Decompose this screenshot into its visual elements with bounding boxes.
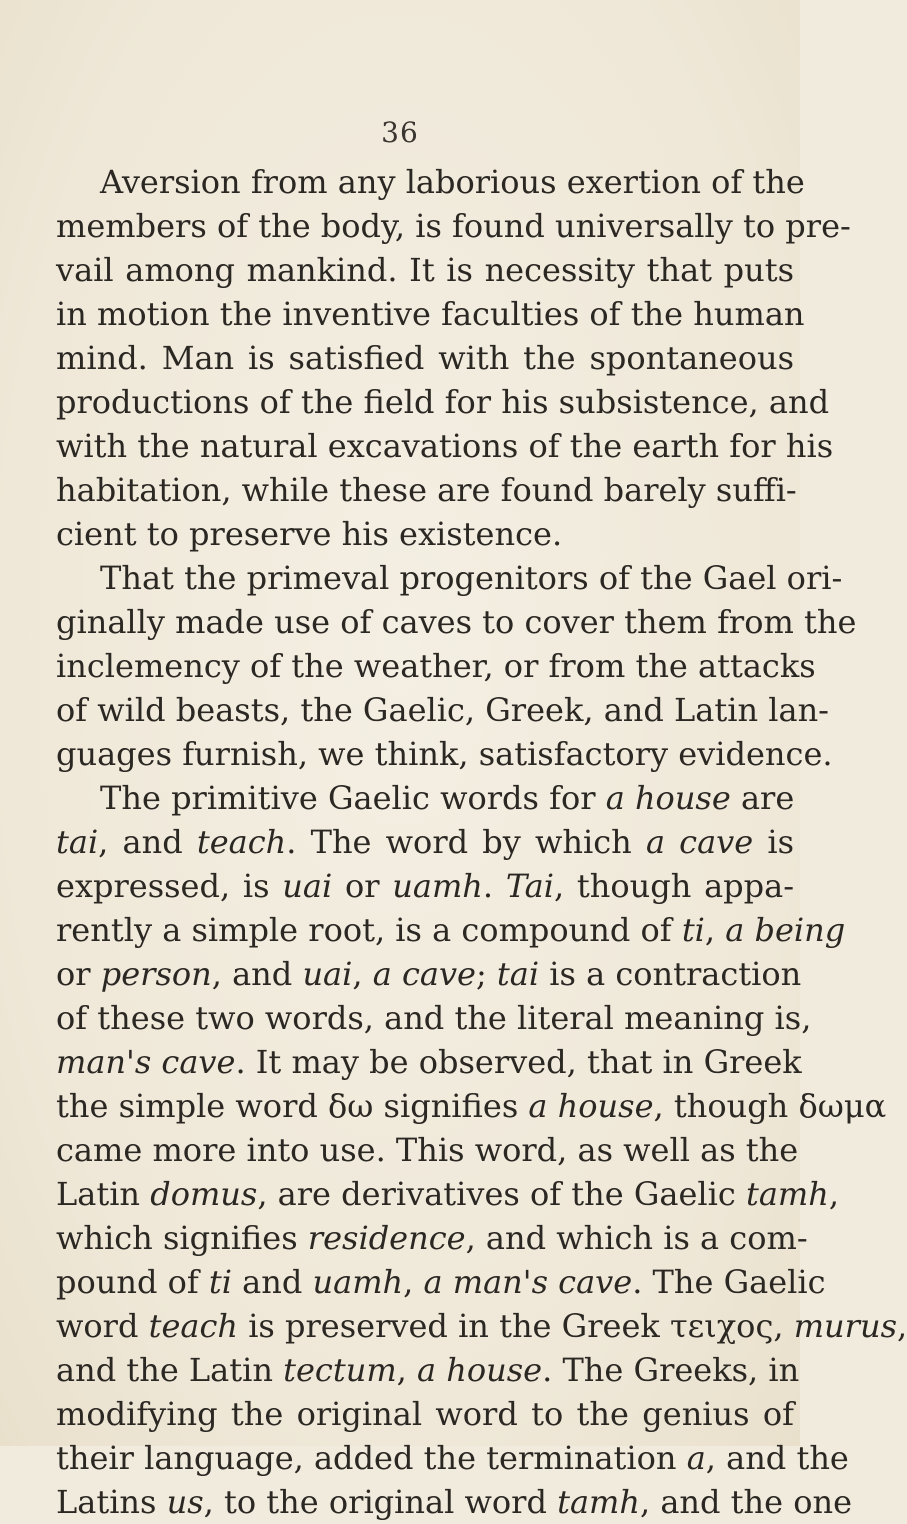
text-line [56,1304,907,1348]
text-segment: with the natural excavations of the earth for his [56,427,834,465]
text-line [56,1480,853,1524]
text-segment: of these two words, and the literal meaning is, [56,999,812,1037]
italic-text-segment: a house [417,1351,543,1389]
text-line [56,204,851,248]
text-line [56,1260,826,1304]
text-line [56,732,833,776]
text-segment: and [232,1263,313,1301]
text-segment: in motion the inventive faculties of the human [56,295,805,333]
text-segment: . It may be observed, that in Greek [235,1043,802,1081]
text-segment: , and the one [639,1483,853,1521]
text-segment: , and which is a com- [465,1219,808,1257]
text-line [56,160,805,204]
text-segment: . The Gaelic [632,1263,826,1301]
italic-text-segment: a man's cave [423,1263,633,1301]
text-line [56,1172,840,1216]
text-segment: habitation, while these are found barely suffi- [56,471,797,509]
text-segment: . [482,867,506,905]
text-line [56,248,794,292]
italic-text-segment: a cave [372,955,476,993]
text-segment: , [704,911,726,949]
text-segment: ; [475,955,497,993]
text-line [56,1128,799,1172]
text-segment: Aversion from any laborious exertion of the [100,163,805,201]
text-segment: mind. Man is satisfied with the spontaneous [56,339,794,377]
italic-text-segment: teach [148,1307,239,1345]
text-line [56,820,794,864]
text-segment: or [332,867,393,905]
italic-text-segment: tamh [745,1175,829,1213]
text-segment: ginally made use of caves to cover them from the [56,603,857,641]
text-segment: guages furnish, we think, satisfactory evidence. [56,735,833,773]
italic-text-segment: Tai [505,867,554,905]
text-segment: productions of the field for his subsistence, and [56,383,830,421]
text-segment: and the Latin [56,1351,284,1389]
italic-text-segment: tamh [557,1483,640,1521]
text-segment: is preserved in the Greek τειχος, [238,1307,794,1345]
italic-text-segment: a cave [645,823,754,861]
text-segment: inclemency of the weather, or from the attacks [56,647,816,685]
text-line [56,468,797,512]
italic-text-segment: uai [282,867,333,905]
italic-text-segment: tai [496,955,540,993]
text-segment: Latins [56,1483,167,1521]
text-segment: vail among mankind. It is necessity that puts [56,251,794,289]
italic-text-segment: us [166,1483,204,1521]
italic-text-segment: ti [208,1263,232,1301]
text-line [56,1392,794,1436]
text-line [56,1348,800,1392]
text-segment: members of the body, is found universally to pre- [56,207,851,245]
text-segment: , [396,1351,417,1389]
text-segment: rently a simple root, is a compound of [56,911,682,949]
text-line [56,1040,802,1084]
text-line [56,996,812,1040]
text-segment: . The Greeks, in [542,1351,800,1389]
text-line [56,644,816,688]
text-segment: , [896,1307,907,1345]
text-segment: , and [211,955,303,993]
italic-text-segment: a [686,1439,706,1477]
text-line [56,556,843,600]
text-segment: are [730,779,795,817]
text-segment: , though δωμα [653,1087,887,1125]
text-line [56,952,802,996]
text-segment: , and [98,823,197,861]
text-segment: , and the [705,1439,849,1477]
text-segment: The primitive Gaelic words for [100,779,606,817]
text-segment: , [403,1263,424,1301]
italic-text-segment: a being [725,911,846,949]
italic-text-segment: person [100,955,212,993]
page-number: 36 [381,116,419,149]
text-segment: which signifies [56,1219,308,1257]
text-line [56,380,830,424]
text-segment: , though appa- [553,867,795,905]
text-segment: their language, added the termination [56,1439,687,1477]
text-line [56,1216,808,1260]
italic-text-segment: domus [150,1175,258,1213]
italic-text-segment: ti [681,911,705,949]
italic-text-segment: a house [605,779,731,817]
italic-text-segment: murus [793,1307,897,1345]
text-segment: modifying the original word to the genius of [56,1395,794,1433]
text-line [56,908,846,952]
text-segment: or [56,955,101,993]
italic-text-segment: uamh [392,867,483,905]
text-segment: expressed, is [56,867,283,905]
text-line [56,1436,849,1480]
italic-text-segment: tai [56,823,99,861]
italic-text-segment: tectum [283,1351,397,1389]
text-line [56,1084,887,1128]
text-segment: Latin [56,1175,151,1213]
text-segment: of wild beasts, the Gaelic, Greek, and Latin lan- [56,691,829,729]
text-segment: word [56,1307,149,1345]
text-segment: pound of [56,1263,209,1301]
text-segment: , [828,1175,840,1213]
text-segment: came more into use. This word, as well as the [56,1131,799,1169]
text-segment: , are derivatives of the Gaelic [257,1175,746,1213]
text-line [56,776,794,820]
italic-text-segment: uai [302,955,353,993]
text-line [56,600,857,644]
text-segment: is [753,823,795,861]
body-text [56,160,907,1524]
italic-text-segment: residence [307,1219,466,1257]
text-segment: cient to preserve his existence. [56,515,563,553]
text-line [56,864,794,908]
text-segment: . The word by which [286,823,646,861]
italic-text-segment: uamh [312,1263,404,1301]
italic-text-segment: man's cave [56,1043,236,1081]
text-segment: the simple word δω signifies [56,1087,529,1125]
text-line [56,512,794,556]
text-line [56,336,794,380]
text-line [56,292,805,336]
text-segment: is a contraction [539,955,802,993]
text-line [56,688,829,732]
text-segment: , to the original word [203,1483,558,1521]
italic-text-segment: a house [528,1087,654,1125]
text-line [56,424,834,468]
text-segment: That the primeval progenitors of the Gael ori- [100,559,843,597]
italic-text-segment: teach [196,823,287,861]
text-segment: , [352,955,373,993]
